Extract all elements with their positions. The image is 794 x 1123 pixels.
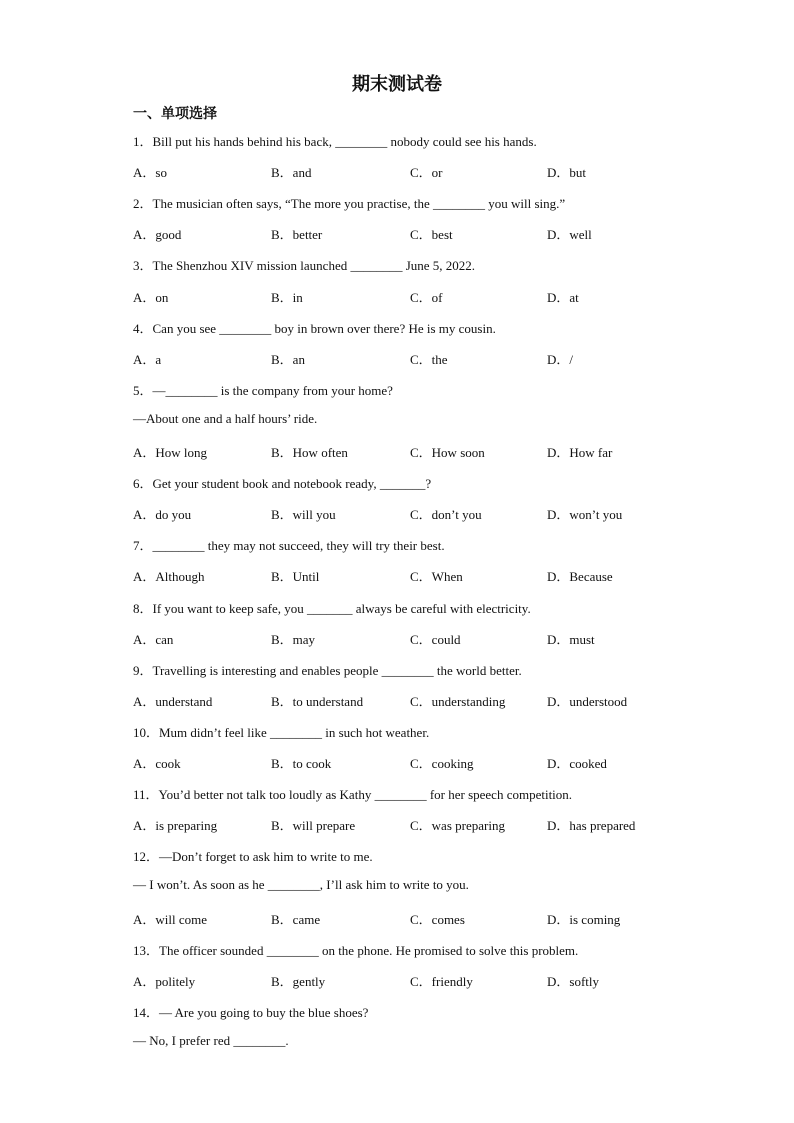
page-title: 期末测试卷 [352,74,442,95]
answer-option-d: D．must [547,631,595,647]
answer-option-b: B．gently [271,973,326,989]
answer-option-d: D．won’t you [547,507,623,523]
answer-option-c: C．was preparing [410,818,505,834]
answer-option-c: C．the [410,351,448,367]
answer-option-d: D．softly [547,973,600,989]
answer-option-a: A．so [133,165,167,181]
question-text: 10．Mum didn’t feel like ________ in such hot weather. [133,724,430,740]
answer-option-b: B．an [271,351,305,367]
question-text: 6．Get your student book and notebook ready, _______? [133,476,432,492]
answer-option-b: B．will you [271,507,336,523]
answer-option-c: C．When [410,569,463,585]
question-dialogue-line: — No, I prefer red ________. [133,1032,289,1048]
answer-option-c: C．understanding [410,693,506,709]
answer-option-b: B．better [271,227,323,243]
answer-option-c: C．of [410,289,443,305]
answer-option-d: D．How far [547,445,613,460]
question-text: 14．— Are you going to buy the blue shoes? [133,1004,369,1020]
question-dialogue-line: — I won’t. As soon as he ________, I’ll ask him to write to you. [133,877,469,893]
question-dialogue-line: —About one and a half hours’ ride. [133,410,318,426]
question-text: 11．You’d better not talk too loudly as Kathy ________ for her speech competition. [133,787,573,803]
answer-option-b: B．How often [271,445,348,460]
answer-option-a: A．will come [133,911,208,927]
answer-option-c: C．best [410,227,453,243]
question-text: 12．—Don’t forget to ask him to write to me. [133,849,373,865]
answer-option-d: D．is coming [547,911,621,927]
answer-option-a: A．understand [133,693,213,709]
answer-option-c: C．friendly [410,973,473,989]
answer-option-d: D．Because [547,569,613,585]
answer-option-a: A．politely [133,973,196,989]
answer-option-c: C．comes [410,911,465,927]
answer-option-d: D．has prepared [547,818,636,834]
question-text: 13．The officer sounded ________ on the phone. He promised to solve this problem. [133,942,579,958]
answer-option-a: A．do you [133,507,192,523]
answer-option-b: B．may [271,631,316,647]
answer-option-d: D．/ [547,351,574,367]
answer-option-b: B．to cook [271,756,332,771]
answer-option-c: C．don’t you [410,507,482,523]
answer-option-b: B．Until [271,569,320,585]
answer-option-a: A．a [133,351,162,367]
question-text: 1．Bill put his hands behind his back, ________ nobody could see his hands. [133,134,537,149]
question-text: 9．Travelling is interesting and enables people ________ the world better. [133,662,522,678]
question-text: 4．Can you see ________ boy in brown over there? He is my cousin. [133,320,496,336]
answer-option-b: B．to understand [271,693,364,709]
answer-option-d: D．but [547,165,587,181]
answer-option-b: B．came [271,911,321,927]
section-heading: 一、单项选择 [133,106,217,122]
answer-option-a: A．on [133,289,169,305]
answer-option-d: D．understood [547,693,628,709]
answer-option-a: A．cook [133,756,181,771]
answer-option-c: C．cooking [410,756,474,771]
answer-option-b: B．will prepare [271,818,356,834]
answer-option-d: D．at [547,289,579,305]
answer-option-c: C．could [410,631,461,647]
answer-option-c: C．How soon [410,445,485,460]
answer-option-b: B．and [271,165,312,181]
question-text: 5．—________ is the company from your home? [133,382,393,398]
answer-option-d: D．well [547,227,592,243]
answer-option-a: A．can [133,631,174,647]
question-text: 2．The musician often says, “The more you practise, the ________ you will sing.” [133,196,566,212]
answer-option-b: B．in [271,289,303,305]
answer-option-a: A．is preparing [133,818,218,834]
question-text: 8．If you want to keep safe, you _______ always be careful with electricity. [133,600,531,616]
answer-option-d: D．cooked [547,756,607,771]
answer-option-a: A．Although [133,569,205,585]
answer-option-a: A．How long [133,445,208,460]
answer-option-c: C．or [410,165,443,181]
question-text: 3．The Shenzhou XIV mission launched ________ June 5, 2022. [133,258,476,274]
answer-option-a: A．good [133,227,182,243]
question-text: 7．________ they may not succeed, they will try their best. [133,538,445,554]
